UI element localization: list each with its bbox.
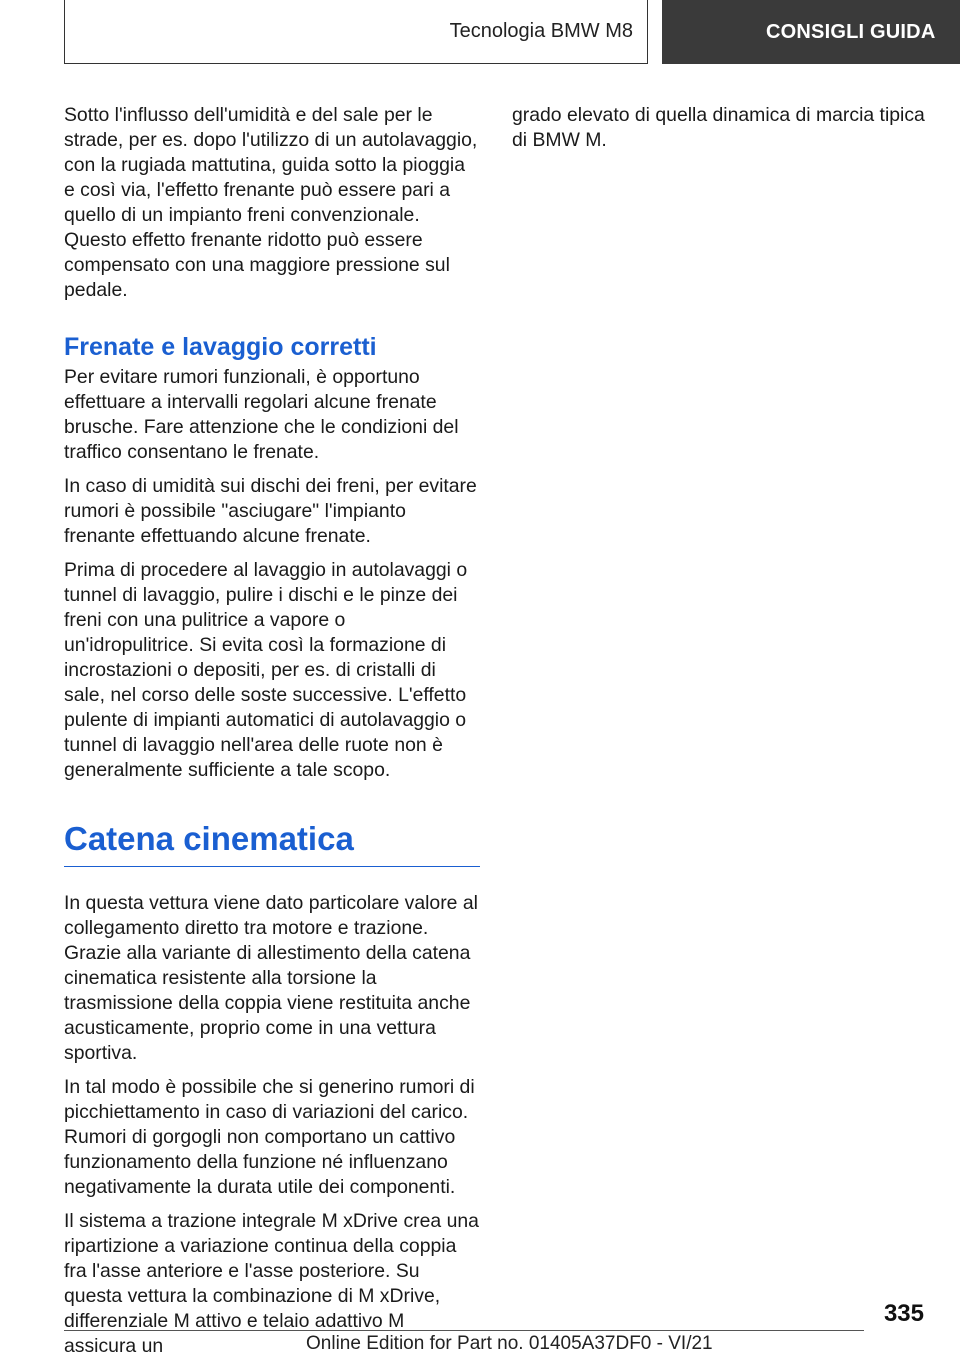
- page-number: 335: [883, 1300, 924, 1327]
- intro-paragraph: Sotto l'influsso dell'umidità e del sale per le strade, per es. dopo l'utilizzo di un autolavaggio, con la rugiada mattutina, guida sotto la pioggia e così via, l'effetto frenante può essere pari a quello di un impianto freni convenzionale. Questo effetto frenante ridotto può essere compensato con una maggiore pressione sul pedale.: [64, 104, 478, 301]
- section-tab: [662, 0, 960, 64]
- footer-divider: [64, 1330, 864, 1331]
- drivetrain-paragraph: Il sistema a trazione integrale M xDrive crea una ripartizione a variazione continua della coppia fra l'asse anteriore e l'asse posteriore. Su questa vettura la combinazione di M xDrive, differenziale M attivo e telaio adattivo M assicura un: [64, 1210, 479, 1357]
- brake-paragraph: Prima di procedere al lavaggio in autolavaggi o tunnel di lavaggio, pulire i dischi e le pinze dei freni con una pulitrice a vapore o un'idropulitrice. Si evita così la formazione di incrostazioni o depositi, per es. di cristalli di sale, nel corso delle soste successive. L'effetto pulente di impianti automatici di autolavaggio o tunnel di lavaggio nell'area delle ruote non è generalmente sufficiente a tale scopo.: [64, 559, 468, 781]
- subheading-braking: Frenate e lavaggio corretti: [64, 333, 377, 361]
- continuation-paragraph: grado elevato di quella dinamica di marcia tipica di BMW M.: [512, 104, 925, 151]
- brake-paragraph: In caso di umidità sui dischi dei freni, per evitare rumori è possibile "asciugare" l'impianto frenante effettuando alcune frenate.: [64, 475, 477, 547]
- brake-paragraph: Per evitare rumori funzionali, è opportuno effettuare a intervalli regolari alcune frenate brusche. Fare attenzione che le condizioni del traffico consentano le frenate.: [64, 366, 459, 463]
- section-tab-label: CONSIGLI GUIDA: [766, 20, 936, 43]
- left-column: [64, 103, 480, 1368]
- header-title-box: [64, 0, 648, 64]
- heading-drivetrain: Catena cinematica: [64, 819, 480, 867]
- header-title: Tecnologia BMW M8: [449, 20, 633, 42]
- footer-edition: Online Edition for Part no. 01405A37DF0 - VI/21: [306, 1333, 713, 1354]
- drivetrain-paragraph: In tal modo è possibile che si generino rumori di picchiettamento in caso di variazioni del carico. Rumori di gorgogli non comportano un cattivo funzionamento della funzione né influenzano negativamente la durata utile dei componenti.: [64, 1076, 475, 1198]
- right-column: [512, 103, 928, 162]
- drivetrain-paragraph: In questa vettura viene dato particolare valore al collegamento diretto tra motore e trazione. Grazie alla variante di allestimento della catena cinematica resistente alla torsione la trasmissione della coppia viene restituita anche acusticamente, proprio come in una vettura sportiva.: [64, 892, 478, 1064]
